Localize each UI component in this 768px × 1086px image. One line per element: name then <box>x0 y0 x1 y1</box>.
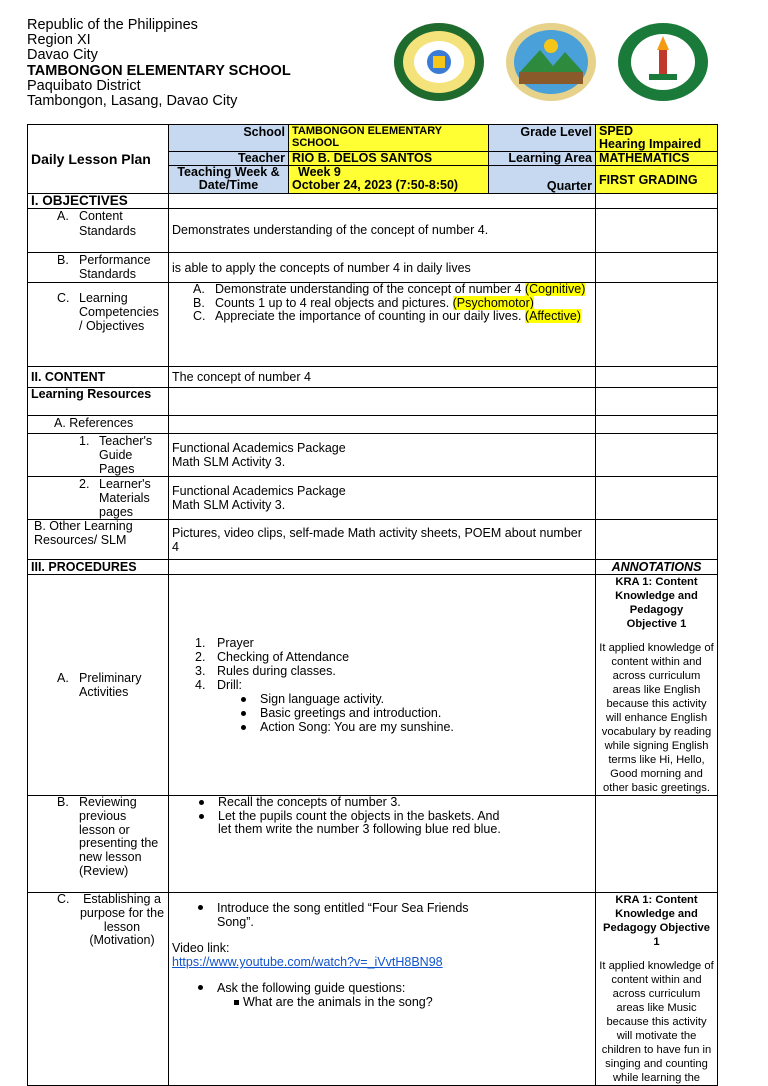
competency-item-letter: A. <box>193 282 205 296</box>
quarter-value: FIRST GRADING <box>596 166 718 194</box>
competency-item <box>193 283 592 297</box>
list-item-text: Introduce the song entitled “Four Sea Friends Song”. <box>217 901 469 929</box>
competency-item-letter: B. <box>193 295 205 310</box>
list-item-text: Rules during classes. <box>217 664 336 678</box>
teachers-guide-line2: Math SLM Activity 3. <box>172 455 286 469</box>
drill-item <box>237 692 592 706</box>
annotation-title: KRA 1: Content Knowledge and Pedagogy Objective 1 <box>615 576 698 630</box>
reviewing-label <box>28 796 169 893</box>
references-label: A. References <box>28 416 169 434</box>
competency-list <box>169 283 596 367</box>
list-item <box>195 796 592 810</box>
drill-item-text: Action Song: You are my sunshine. <box>260 720 454 734</box>
competency-item-text: Demonstrate understanding of the concept of number 4 <box>215 282 525 296</box>
teachers-guide-number: 1. <box>79 434 90 448</box>
learners-materials-text-label: Learner's Materials pages <box>99 477 151 519</box>
grade-level-value-line1: SPED <box>599 124 634 138</box>
competency-item-tag: (Psychomotor) <box>452 295 534 310</box>
establishing-text-label: Establishing a purpose for the lesson (Motivation) <box>79 892 165 948</box>
content-standards-letter: A. <box>57 209 69 223</box>
teachers-guide-label <box>28 434 169 477</box>
preliminary-activities-label <box>28 575 169 796</box>
competency-item-tag: (Cognitive) <box>524 282 586 296</box>
bullet-icon <box>198 985 203 990</box>
bullet-icon <box>241 697 246 702</box>
list-item: 1. Prayer <box>195 636 254 650</box>
performance-standards-text-label: Performance Standards <box>79 253 151 281</box>
competency-text-label: Learning Competencies / Objectives <box>79 291 159 333</box>
content-standards-text-label: Content Standards <box>79 209 136 238</box>
teacher-value: RIO B. DELOS SANTOS <box>289 152 489 166</box>
preliminary-activities-list <box>169 575 596 796</box>
annotation-text: It applied knowledge of content within and across curriculum areas like Music because this activity will motivate the children to have fun in singing and counting while learning the <box>599 960 714 1084</box>
drill-item <box>237 706 592 720</box>
header-republic: Republic of the Philippines <box>27 17 198 33</box>
teachers-guide-text <box>169 434 596 477</box>
list-item-text: Ask the following guide questions: <box>217 981 406 995</box>
teacher-label: Teacher <box>169 152 289 166</box>
district-seal-logo <box>505 22 597 102</box>
grade-level-value-line2: Hearing Impaired <box>599 137 702 151</box>
annotation-title: KRA 1: Content Knowledge and Pedagogy Objective 1 <box>603 894 710 948</box>
learning-resources-heading: Learning Resources <box>28 388 169 416</box>
preliminary-text-label: Preliminary Activities <box>79 671 142 699</box>
header-district: Paquibato District <box>27 77 141 94</box>
bullet-icon <box>241 711 246 716</box>
square-bullet-icon <box>234 1000 239 1005</box>
learning-area-label: Learning Area <box>489 152 596 166</box>
performance-standards-text: is able to apply the concepts of number 4 in daily lives <box>169 253 596 283</box>
reviewing-letter: B. <box>57 795 69 809</box>
content-standards-label <box>28 209 169 253</box>
school-seal-logo <box>393 22 485 102</box>
list-item: 3. Rules during classes. <box>195 664 336 678</box>
learners-materials-number: 2. <box>79 477 90 491</box>
division-seal-logo <box>617 22 709 102</box>
performance-standards-letter: B. <box>57 253 69 267</box>
establishing-purpose-label <box>28 893 169 1086</box>
learning-competencies-label <box>28 283 169 367</box>
bullet-icon <box>241 725 246 730</box>
procedures-heading: III. PROCEDURES <box>28 560 169 575</box>
learners-materials-text <box>169 477 596 520</box>
school-header <box>27 18 291 109</box>
video-label: Video link: <box>172 941 230 955</box>
establishing-content <box>169 893 596 1086</box>
preliminary-letter: A. <box>57 671 69 685</box>
annotation-text: It applied knowledge of content within and across curriculum areas like English because this activity will enhance English vocabulary by reading while signing English terms like Hi, Hello, Good morning and other basic greetings. <box>599 642 714 794</box>
competency-item <box>193 297 592 311</box>
header-region: Region XI <box>27 32 91 49</box>
grade-level-label: Grade Level <box>489 125 596 152</box>
bullet-icon <box>198 905 203 910</box>
list-item <box>172 981 592 995</box>
learners-materials-line2: Math SLM Activity 3. <box>172 498 286 512</box>
bullet-icon <box>199 800 204 805</box>
header-school-name: TAMBONGON ELEMENTARY SCHOOL <box>27 62 291 79</box>
bullet-icon <box>199 814 204 819</box>
competency-item-letter: C. <box>193 309 206 324</box>
school-label: School <box>169 125 289 152</box>
learning-area-value: MATHEMATICS <box>596 152 718 166</box>
guide-question-text: What are the animals in the song? <box>243 995 433 1009</box>
establishing-annotation <box>596 893 718 1086</box>
list-item <box>172 901 592 929</box>
teaching-week-value <box>289 166 489 194</box>
competency-item-text: Appreciate the importance of counting in our daily lives. <box>215 309 525 324</box>
objectives-heading: I. OBJECTIVES <box>28 194 169 209</box>
grade-level-value <box>596 125 718 152</box>
school-value: TAMBONGON ELEMENTARY SCHOOL <box>289 125 489 152</box>
annotations-heading: ANNOTATIONS <box>596 560 718 575</box>
other-resources-text: Pictures, video clips, self-made Math activity sheets, POEM about number 4 <box>169 520 596 560</box>
establishing-letter: C. <box>57 892 70 906</box>
other-resources-label: B. Other Learning Resources/ SLM <box>28 520 169 560</box>
list-item: 4. Drill: <box>195 678 242 692</box>
competency-item <box>193 310 592 324</box>
date-value: October 24, 2023 (7:50-8:50) <box>292 178 459 192</box>
drill-item <box>237 720 592 734</box>
learners-materials-label <box>28 477 169 520</box>
quarter-label: Quarter <box>489 166 596 194</box>
video-link[interactable]: https://www.youtube.com/watch?v=_iVvtH8BN98 <box>172 955 443 969</box>
competency-item-text: Counts 1 up to 4 real objects and pictures. <box>215 295 453 310</box>
guide-question <box>172 995 592 1009</box>
teachers-guide-line1: Functional Academics Package <box>172 441 346 455</box>
list-item-text: Prayer <box>217 636 254 650</box>
drill-list <box>195 692 592 734</box>
drill-item-text: Basic greetings and introduction. <box>260 706 442 720</box>
drill-item-text: Sign language activity. <box>260 692 385 706</box>
content-standards-text: Demonstrates understanding of the concept of number 4. <box>169 209 596 253</box>
list-item-text: Recall the concepts of number 3. <box>218 795 401 809</box>
header-address: Tambongon, Lasang, Davao City <box>27 93 238 110</box>
performance-standards-label <box>28 253 169 283</box>
list-item-text: Let the pupils count the objects in the baskets. And let them write the number 3 following blue red blue. <box>218 808 501 837</box>
list-item-text: Checking of Attendance <box>217 650 350 664</box>
list-item <box>195 810 592 837</box>
reviewing-list <box>169 796 596 893</box>
competency-letter: C. <box>57 291 70 305</box>
header-city: Davao City <box>27 47 98 64</box>
teaching-week-label: Teaching Week & Date/Time <box>169 166 289 194</box>
reviewing-text-label: Reviewing previous lesson or presenting the new lesson (Review) <box>79 795 159 878</box>
content-heading: II. CONTENT <box>28 367 169 388</box>
preliminary-annotation <box>596 575 718 796</box>
list-item-text: Drill: <box>217 678 242 692</box>
learners-materials-line1: Functional Academics Package <box>172 484 346 498</box>
competency-item-tag: (Affective) <box>524 309 581 324</box>
content-text: The concept of number 4 <box>169 367 596 388</box>
list-item: 2. Checking of Attendance <box>195 650 350 664</box>
teachers-guide-text-label: Teacher's Guide Pages <box>99 434 153 476</box>
week-value: Week 9 <box>298 165 341 179</box>
daily-lesson-plan-table <box>27 124 718 1086</box>
dlp-title: Daily Lesson Plan <box>28 125 169 194</box>
